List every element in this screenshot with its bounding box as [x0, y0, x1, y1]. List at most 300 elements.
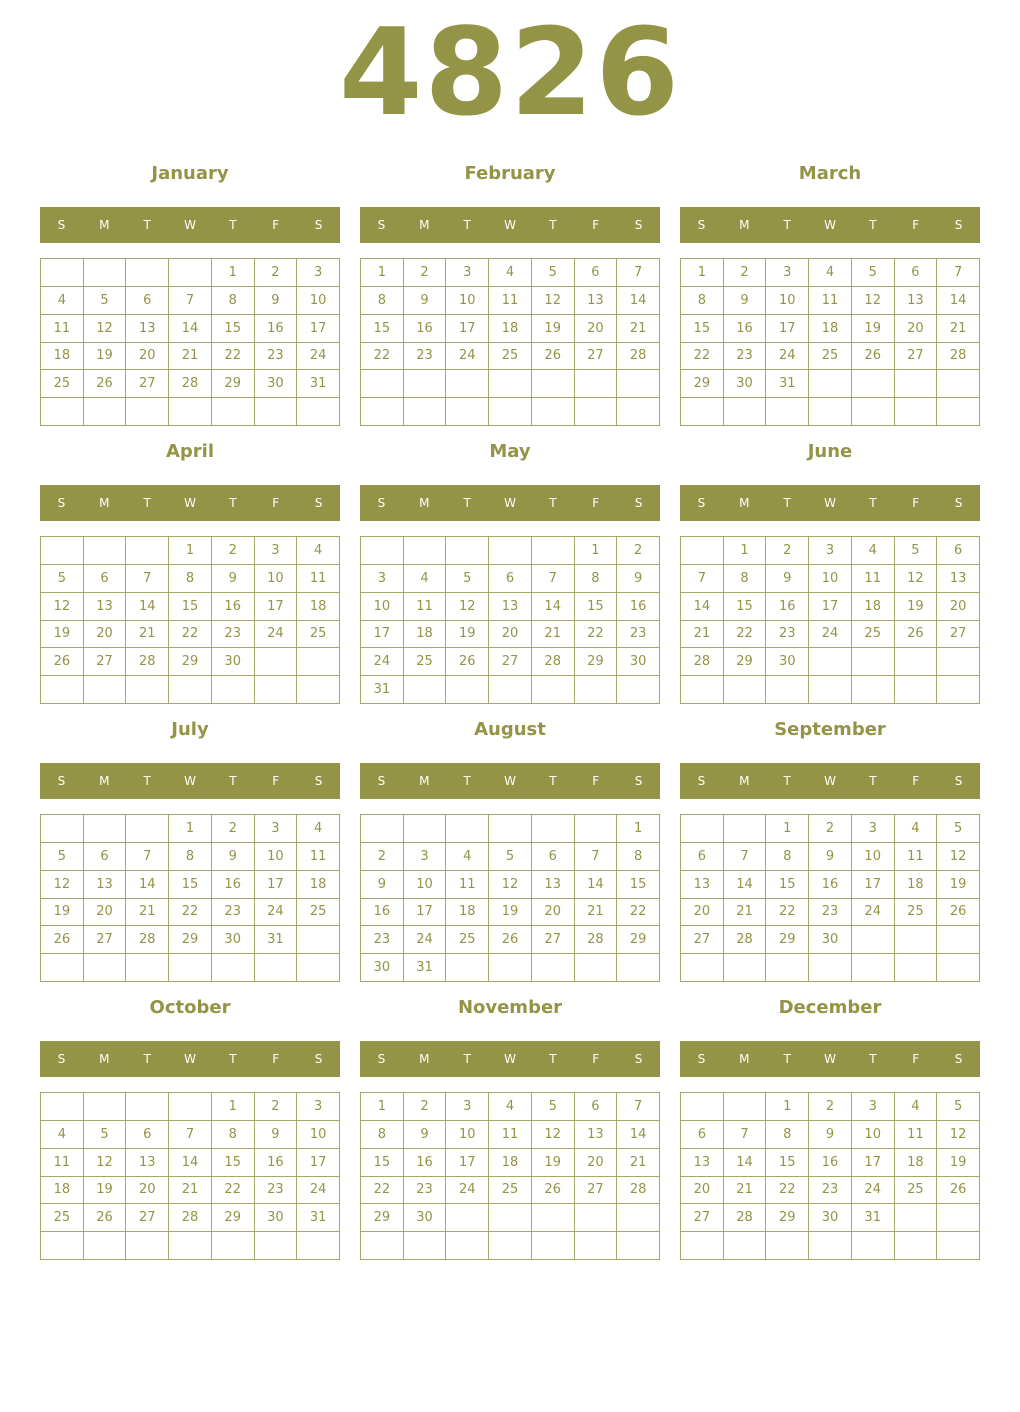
empty-day-cell — [681, 815, 724, 843]
day-cell: 18 — [809, 315, 852, 343]
weekday-label: T — [549, 218, 557, 232]
day-cell: 27 — [126, 370, 169, 398]
day-cell: 28 — [126, 926, 169, 954]
day-cell: 10 — [852, 843, 895, 871]
day-cell: 22 — [361, 343, 404, 371]
weekday-label: T — [869, 1052, 877, 1066]
weekday-label: S — [314, 1052, 323, 1066]
day-cell: 22 — [617, 899, 660, 927]
weekday-label: T — [869, 496, 877, 510]
weekday-label: W — [184, 218, 196, 232]
day-cell: 26 — [852, 343, 895, 371]
day-cell: 14 — [126, 593, 169, 621]
day-cell: 18 — [41, 343, 84, 371]
day-cell: 11 — [852, 565, 895, 593]
day-cell: 3 — [852, 815, 895, 843]
empty-day-cell — [446, 537, 489, 565]
day-cell: 29 — [617, 926, 660, 954]
day-grid — [680, 536, 980, 704]
day-cell: 20 — [681, 899, 724, 927]
empty-day-cell — [809, 648, 852, 676]
empty-day-cell — [169, 1093, 212, 1121]
day-cell: 25 — [895, 1177, 938, 1205]
weekday-label: M — [419, 1052, 430, 1066]
day-cell: 5 — [41, 843, 84, 871]
day-cell: 14 — [169, 1149, 212, 1177]
day-cell: 12 — [41, 871, 84, 899]
day-cell: 5 — [532, 1093, 575, 1121]
day-cell: 16 — [766, 593, 809, 621]
day-cell: 27 — [575, 343, 618, 371]
day-cell: 10 — [809, 565, 852, 593]
day-cell: 6 — [681, 1121, 724, 1149]
day-cell: 2 — [617, 537, 660, 565]
month-name: May — [489, 441, 531, 462]
day-cell: 23 — [404, 1177, 447, 1205]
day-cell: 30 — [766, 648, 809, 676]
empty-day-cell — [681, 537, 724, 565]
day-cell: 30 — [724, 370, 767, 398]
day-cell: 14 — [724, 1149, 767, 1177]
empty-day-cell — [297, 1232, 340, 1260]
weekday-header — [360, 207, 660, 243]
day-cell: 17 — [361, 621, 404, 649]
day-cell: 1 — [617, 815, 660, 843]
weekday-label: S — [634, 774, 643, 788]
empty-day-cell — [532, 370, 575, 398]
day-cell: 23 — [617, 621, 660, 649]
day-cell: 24 — [297, 1177, 340, 1205]
day-cell: 10 — [446, 287, 489, 315]
day-cell: 15 — [724, 593, 767, 621]
day-cell: 21 — [575, 899, 618, 927]
empty-day-cell — [404, 537, 447, 565]
day-cell: 22 — [361, 1177, 404, 1205]
day-cell: 14 — [126, 871, 169, 899]
day-cell: 2 — [361, 843, 404, 871]
day-cell: 24 — [255, 621, 298, 649]
empty-day-cell — [41, 537, 84, 565]
empty-day-cell — [852, 398, 895, 426]
day-cell: 22 — [766, 1177, 809, 1205]
day-cell: 12 — [41, 593, 84, 621]
weekday-label: F — [912, 218, 920, 232]
weekday-label: F — [912, 774, 920, 788]
day-cell: 9 — [361, 871, 404, 899]
empty-day-cell — [681, 954, 724, 982]
weekday-label: S — [314, 218, 323, 232]
day-cell: 24 — [852, 1177, 895, 1205]
day-cell: 4 — [297, 537, 340, 565]
day-cell: 23 — [724, 343, 767, 371]
day-cell: 14 — [937, 287, 980, 315]
day-cell: 28 — [617, 1177, 660, 1205]
month-name: November — [457, 997, 563, 1018]
empty-day-cell — [255, 676, 298, 704]
weekday-label: M — [739, 774, 750, 788]
weekday-label: T — [783, 496, 791, 510]
weekday-label: M — [99, 496, 110, 510]
empty-day-cell — [852, 648, 895, 676]
day-cell: 1 — [361, 1093, 404, 1121]
weekday-label: F — [912, 1052, 920, 1066]
day-cell: 5 — [84, 287, 127, 315]
day-cell: 26 — [41, 648, 84, 676]
weekday-label: M — [99, 218, 110, 232]
day-cell: 20 — [126, 1177, 169, 1205]
day-cell: 10 — [361, 593, 404, 621]
day-cell: 13 — [895, 287, 938, 315]
day-cell: 21 — [126, 621, 169, 649]
empty-day-cell — [404, 1232, 447, 1260]
weekday-label: S — [57, 1052, 66, 1066]
weekday-label: W — [824, 774, 836, 788]
day-cell: 20 — [489, 621, 532, 649]
day-cell: 4 — [489, 1093, 532, 1121]
empty-day-cell — [724, 1232, 767, 1260]
day-cell: 8 — [681, 287, 724, 315]
day-cell: 8 — [766, 1121, 809, 1149]
day-cell: 16 — [255, 315, 298, 343]
weekday-label: S — [314, 774, 323, 788]
weekday-label: T — [869, 218, 877, 232]
empty-day-cell — [895, 1204, 938, 1232]
day-cell: 23 — [212, 621, 255, 649]
day-cell: 31 — [255, 926, 298, 954]
day-cell: 22 — [766, 899, 809, 927]
day-cell: 1 — [361, 259, 404, 287]
empty-day-cell — [617, 398, 660, 426]
day-cell: 31 — [404, 954, 447, 982]
day-cell: 8 — [617, 843, 660, 871]
day-cell: 27 — [532, 926, 575, 954]
weekday-label: S — [697, 1052, 706, 1066]
month-name: December — [778, 997, 882, 1018]
month-name: July — [171, 719, 209, 740]
day-cell: 13 — [126, 1149, 169, 1177]
weekday-label: T — [463, 496, 471, 510]
empty-day-cell — [404, 676, 447, 704]
weekday-label: M — [739, 496, 750, 510]
day-cell: 3 — [297, 1093, 340, 1121]
weekday-label: M — [739, 1052, 750, 1066]
day-cell: 11 — [489, 287, 532, 315]
day-cell: 28 — [681, 648, 724, 676]
day-cell: 3 — [255, 815, 298, 843]
weekday-label: T — [229, 496, 237, 510]
day-cell: 31 — [766, 370, 809, 398]
day-cell: 24 — [446, 1177, 489, 1205]
empty-day-cell — [255, 648, 298, 676]
day-cell: 9 — [404, 287, 447, 315]
day-cell: 25 — [446, 926, 489, 954]
day-cell: 15 — [169, 871, 212, 899]
empty-day-cell — [212, 676, 255, 704]
empty-day-cell — [681, 1093, 724, 1121]
day-cell: 3 — [297, 259, 340, 287]
day-cell: 21 — [617, 1149, 660, 1177]
day-cell: 14 — [575, 871, 618, 899]
day-cell: 31 — [852, 1204, 895, 1232]
empty-day-cell — [937, 676, 980, 704]
day-cell: 3 — [404, 843, 447, 871]
day-cell: 20 — [575, 315, 618, 343]
day-cell: 16 — [809, 1149, 852, 1177]
empty-day-cell — [297, 954, 340, 982]
day-cell: 10 — [446, 1121, 489, 1149]
day-cell: 4 — [809, 259, 852, 287]
weekday-label: T — [143, 496, 151, 510]
day-cell: 30 — [404, 1204, 447, 1232]
year-title: 4826 — [339, 4, 681, 143]
day-cell: 12 — [446, 593, 489, 621]
day-cell: 17 — [255, 593, 298, 621]
day-cell: 18 — [895, 1149, 938, 1177]
empty-day-cell — [489, 537, 532, 565]
day-cell: 31 — [297, 1204, 340, 1232]
empty-day-cell — [724, 676, 767, 704]
weekday-header — [40, 485, 340, 521]
empty-day-cell — [84, 815, 127, 843]
day-cell: 29 — [724, 648, 767, 676]
weekday-label: S — [377, 1052, 386, 1066]
day-cell: 25 — [297, 899, 340, 927]
day-grid — [680, 1092, 980, 1260]
weekday-label: S — [634, 218, 643, 232]
empty-day-cell — [126, 676, 169, 704]
day-cell: 18 — [852, 593, 895, 621]
day-cell: 7 — [681, 565, 724, 593]
day-cell: 6 — [489, 565, 532, 593]
empty-day-cell — [532, 954, 575, 982]
day-cell: 28 — [617, 343, 660, 371]
day-cell: 9 — [212, 843, 255, 871]
empty-day-cell — [575, 370, 618, 398]
day-cell: 5 — [532, 259, 575, 287]
empty-day-cell — [809, 370, 852, 398]
day-cell: 15 — [212, 1149, 255, 1177]
weekday-label: F — [912, 496, 920, 510]
day-cell: 13 — [575, 287, 618, 315]
empty-day-cell — [126, 259, 169, 287]
day-cell: 9 — [766, 565, 809, 593]
day-cell: 12 — [84, 1149, 127, 1177]
day-cell: 25 — [404, 648, 447, 676]
day-grid — [680, 258, 980, 426]
empty-day-cell — [84, 1232, 127, 1260]
empty-day-cell — [41, 815, 84, 843]
day-cell: 18 — [297, 871, 340, 899]
weekday-label: S — [634, 496, 643, 510]
day-cell: 29 — [212, 1204, 255, 1232]
empty-day-cell — [255, 954, 298, 982]
empty-day-cell — [724, 815, 767, 843]
day-cell: 10 — [255, 565, 298, 593]
empty-day-cell — [489, 676, 532, 704]
day-cell: 21 — [937, 315, 980, 343]
month-name: August — [474, 719, 546, 740]
day-cell: 3 — [361, 565, 404, 593]
empty-day-cell — [895, 398, 938, 426]
day-cell: 25 — [41, 1204, 84, 1232]
day-cell: 11 — [404, 593, 447, 621]
empty-day-cell — [766, 676, 809, 704]
weekday-label: S — [377, 496, 386, 510]
day-cell: 25 — [489, 343, 532, 371]
weekday-label: S — [377, 774, 386, 788]
day-cell: 16 — [809, 871, 852, 899]
day-cell: 23 — [212, 899, 255, 927]
day-cell: 20 — [532, 899, 575, 927]
day-cell: 18 — [41, 1177, 84, 1205]
weekday-label: S — [954, 496, 963, 510]
weekday-label: T — [229, 218, 237, 232]
empty-day-cell — [852, 954, 895, 982]
day-cell: 28 — [937, 343, 980, 371]
empty-day-cell — [895, 648, 938, 676]
empty-day-cell — [532, 815, 575, 843]
day-cell: 8 — [361, 287, 404, 315]
empty-day-cell — [404, 815, 447, 843]
empty-day-cell — [255, 398, 298, 426]
day-cell: 5 — [895, 537, 938, 565]
day-cell: 7 — [169, 287, 212, 315]
weekday-label: T — [463, 218, 471, 232]
empty-day-cell — [41, 398, 84, 426]
day-cell: 22 — [212, 343, 255, 371]
day-cell: 19 — [41, 899, 84, 927]
day-cell: 27 — [126, 1204, 169, 1232]
weekday-header — [40, 763, 340, 799]
day-cell: 11 — [446, 871, 489, 899]
day-cell: 6 — [681, 843, 724, 871]
day-cell: 17 — [255, 871, 298, 899]
day-cell: 2 — [255, 259, 298, 287]
weekday-label: M — [419, 218, 430, 232]
weekday-label: F — [592, 496, 600, 510]
day-cell: 15 — [681, 315, 724, 343]
day-cell: 3 — [809, 537, 852, 565]
weekday-header — [680, 485, 980, 521]
day-cell: 17 — [809, 593, 852, 621]
weekday-label: M — [419, 774, 430, 788]
empty-day-cell — [84, 676, 127, 704]
day-cell: 12 — [895, 565, 938, 593]
day-cell: 7 — [724, 1121, 767, 1149]
day-cell: 28 — [126, 648, 169, 676]
day-cell: 5 — [937, 1093, 980, 1121]
day-cell: 12 — [852, 287, 895, 315]
empty-day-cell — [404, 398, 447, 426]
empty-day-cell — [724, 1093, 767, 1121]
weekday-label: M — [419, 496, 430, 510]
day-grid — [40, 536, 340, 704]
day-cell: 7 — [937, 259, 980, 287]
day-grid — [360, 536, 660, 704]
empty-day-cell — [895, 676, 938, 704]
day-cell: 5 — [84, 1121, 127, 1149]
weekday-label: S — [697, 218, 706, 232]
day-cell: 19 — [489, 899, 532, 927]
day-cell: 24 — [809, 621, 852, 649]
day-cell: 10 — [766, 287, 809, 315]
day-cell: 16 — [404, 1149, 447, 1177]
weekday-label: T — [229, 1052, 237, 1066]
day-cell: 4 — [852, 537, 895, 565]
empty-day-cell — [489, 1232, 532, 1260]
empty-day-cell — [617, 370, 660, 398]
empty-day-cell — [532, 1232, 575, 1260]
day-cell: 5 — [489, 843, 532, 871]
day-cell: 11 — [41, 1149, 84, 1177]
day-cell: 14 — [617, 287, 660, 315]
empty-day-cell — [446, 1204, 489, 1232]
day-cell: 17 — [297, 1149, 340, 1177]
day-cell: 2 — [724, 259, 767, 287]
day-cell: 7 — [126, 843, 169, 871]
day-cell: 18 — [489, 315, 532, 343]
weekday-label: S — [57, 218, 66, 232]
day-cell: 26 — [895, 621, 938, 649]
month-name: March — [798, 163, 862, 184]
day-cell: 2 — [404, 259, 447, 287]
day-grid — [40, 814, 340, 982]
weekday-label: T — [463, 774, 471, 788]
day-grid — [360, 1092, 660, 1260]
day-cell: 13 — [937, 565, 980, 593]
empty-day-cell — [212, 398, 255, 426]
day-cell: 25 — [895, 899, 938, 927]
empty-day-cell — [895, 926, 938, 954]
day-cell: 12 — [532, 287, 575, 315]
empty-day-cell — [446, 954, 489, 982]
day-cell: 23 — [361, 926, 404, 954]
weekday-label: S — [954, 774, 963, 788]
weekday-label: W — [504, 218, 516, 232]
day-cell: 7 — [532, 565, 575, 593]
weekday-label: W — [824, 218, 836, 232]
day-cell: 25 — [852, 621, 895, 649]
day-cell: 28 — [575, 926, 618, 954]
empty-day-cell — [575, 398, 618, 426]
empty-day-cell — [532, 1204, 575, 1232]
day-cell: 23 — [766, 621, 809, 649]
weekday-header — [680, 207, 980, 243]
day-cell: 30 — [212, 926, 255, 954]
weekday-label: T — [549, 1052, 557, 1066]
day-cell: 14 — [681, 593, 724, 621]
weekday-label: M — [99, 774, 110, 788]
empty-day-cell — [84, 1093, 127, 1121]
day-cell: 5 — [852, 259, 895, 287]
empty-day-cell — [681, 398, 724, 426]
day-cell: 13 — [681, 1149, 724, 1177]
day-cell: 8 — [724, 565, 767, 593]
day-cell: 7 — [617, 259, 660, 287]
day-cell: 18 — [446, 899, 489, 927]
empty-day-cell — [617, 1204, 660, 1232]
weekday-header — [360, 1041, 660, 1077]
day-cell: 1 — [169, 537, 212, 565]
weekday-label: T — [463, 1052, 471, 1066]
weekday-header — [40, 1041, 340, 1077]
day-cell: 12 — [937, 843, 980, 871]
day-cell: 13 — [84, 593, 127, 621]
day-cell: 2 — [404, 1093, 447, 1121]
empty-day-cell — [489, 1204, 532, 1232]
day-cell: 28 — [169, 370, 212, 398]
empty-day-cell — [532, 398, 575, 426]
